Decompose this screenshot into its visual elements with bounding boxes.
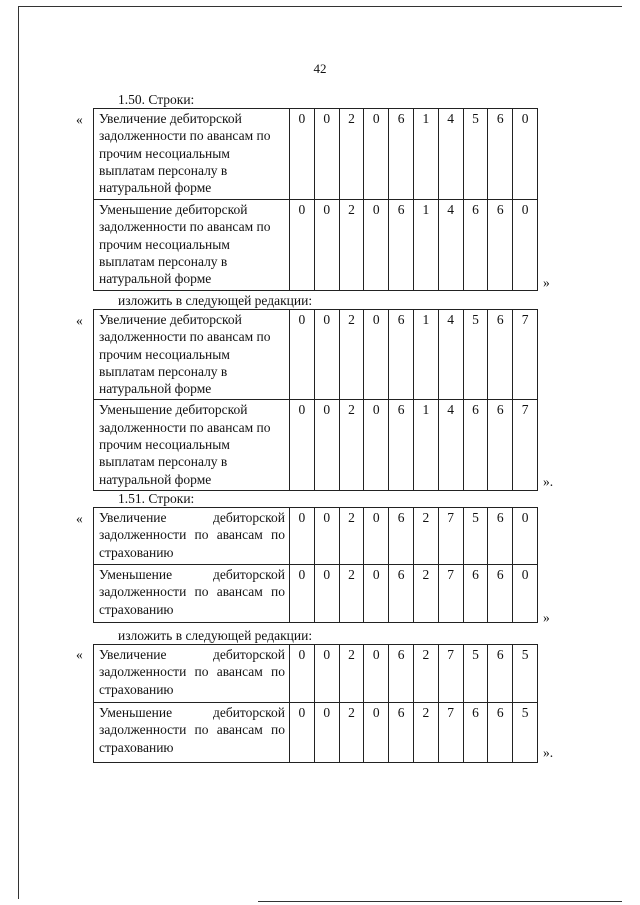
code-digit: 0 (513, 508, 538, 565)
row-description: Увеличение дебиторской задолженности по авансам по прочим несоциальным выплатам персоналу в натуральной форме (94, 109, 290, 200)
table-row (94, 109, 538, 200)
code-digit: 7 (438, 645, 463, 703)
section-caption: изложить в следующей редакции: (118, 628, 313, 643)
code-digit: 4 (438, 200, 463, 291)
scan-left-border (18, 6, 19, 899)
code-digit: 1 (413, 200, 438, 291)
row-description: Увеличение дебиторской задолженности по авансам по прочим несоциальным выплатам персоналу в натуральной форме (94, 310, 290, 400)
code-digit: 2 (413, 565, 438, 623)
code-digit: 6 (389, 508, 414, 565)
table-row (94, 565, 538, 623)
row-description: Уменьшение дебиторской задолженности по авансам по прочим несоциальным выплатам персоналу в натуральной форме (94, 200, 290, 291)
open-quote: « (76, 511, 83, 526)
code-digit: 6 (389, 565, 414, 623)
code-digit: 0 (364, 703, 389, 763)
code-digit: 1 (413, 109, 438, 200)
code-digit: 2 (339, 200, 364, 291)
code-table (93, 108, 538, 291)
open-quote: « (76, 647, 83, 662)
table-row (94, 310, 538, 400)
close-quote: ». (543, 745, 554, 760)
table-row (94, 508, 538, 565)
close-quote: » (543, 275, 550, 290)
code-digit: 0 (290, 645, 315, 703)
code-digit: 0 (290, 400, 315, 490)
code-digit: 5 (463, 109, 488, 200)
close-quote: ». (543, 474, 554, 489)
code-digit: 4 (438, 109, 463, 200)
code-digit: 0 (513, 565, 538, 623)
code-digit: 0 (314, 508, 339, 565)
code-digit: 6 (488, 400, 513, 490)
code-digit: 6 (389, 200, 414, 291)
code-digit: 1 (413, 400, 438, 490)
code-digit: 0 (513, 200, 538, 291)
code-digit: 2 (339, 508, 364, 565)
code-digit: 2 (339, 310, 364, 400)
code-digit: 0 (314, 565, 339, 623)
code-digit: 7 (513, 400, 538, 490)
code-digit: 6 (463, 200, 488, 291)
code-digit: 6 (488, 565, 513, 623)
code-digit: 6 (389, 109, 414, 200)
code-digit: 2 (339, 400, 364, 490)
open-quote: « (76, 112, 83, 127)
code-digit: 0 (364, 645, 389, 703)
code-digit: 0 (513, 109, 538, 200)
code-digit: 7 (438, 565, 463, 623)
row-description: Уменьшение дебиторской задолженности по авансам по прочим несоциальным выплатам персоналу в натуральной форме (94, 400, 290, 490)
code-digit: 0 (364, 508, 389, 565)
code-digit: 0 (290, 508, 315, 565)
code-digit: 6 (463, 400, 488, 490)
code-digit: 5 (463, 508, 488, 565)
code-digit: 6 (389, 703, 414, 763)
table-row (94, 645, 538, 703)
code-digit: 2 (339, 703, 364, 763)
code-digit: 2 (413, 703, 438, 763)
code-digit: 6 (389, 645, 414, 703)
code-digit: 6 (488, 200, 513, 291)
code-digit: 6 (488, 109, 513, 200)
page-number: 42 (313, 61, 327, 76)
code-digit: 2 (339, 109, 364, 200)
code-digit: 5 (513, 703, 538, 763)
code-table (93, 644, 538, 763)
code-digit: 0 (364, 310, 389, 400)
code-digit: 2 (413, 508, 438, 565)
code-digit: 0 (290, 565, 315, 623)
close-quote: » (543, 610, 550, 625)
table-row (94, 200, 538, 291)
code-table (93, 309, 538, 491)
scan-bottom-border (258, 901, 622, 902)
code-digit: 2 (413, 645, 438, 703)
code-digit: 5 (463, 645, 488, 703)
table-row (94, 400, 538, 490)
code-digit: 4 (438, 310, 463, 400)
scan-top-border (18, 6, 622, 7)
code-digit: 0 (314, 645, 339, 703)
code-digit: 0 (314, 400, 339, 490)
open-quote: « (76, 313, 83, 328)
code-digit: 4 (438, 400, 463, 490)
code-digit: 5 (463, 310, 488, 400)
code-digit: 6 (488, 645, 513, 703)
row-description: Уменьшение дебиторской задолженности по авансам по страхованию (94, 565, 290, 623)
code-digit: 6 (488, 508, 513, 565)
code-digit: 6 (463, 703, 488, 763)
code-digit: 6 (463, 565, 488, 623)
row-description: Увеличение дебиторской задолженности по авансам по страхованию (94, 508, 290, 565)
code-digit: 6 (389, 400, 414, 490)
code-digit: 0 (290, 200, 315, 291)
code-digit: 6 (488, 703, 513, 763)
code-digit: 2 (339, 565, 364, 623)
code-digit: 0 (364, 400, 389, 490)
section-caption: 1.51. Строки: (118, 491, 195, 506)
code-digit: 7 (438, 508, 463, 565)
code-digit: 6 (389, 310, 414, 400)
code-digit: 7 (438, 703, 463, 763)
code-digit: 0 (314, 200, 339, 291)
code-digit: 7 (513, 310, 538, 400)
code-digit: 0 (314, 310, 339, 400)
row-description: Уменьшение дебиторской задолженности по авансам по страхованию (94, 703, 290, 763)
section-caption: изложить в следующей редакции: (118, 293, 313, 308)
code-digit: 5 (513, 645, 538, 703)
code-digit: 0 (364, 200, 389, 291)
code-digit: 0 (364, 565, 389, 623)
code-digit: 2 (339, 645, 364, 703)
table-row (94, 703, 538, 763)
code-digit: 6 (488, 310, 513, 400)
code-digit: 1 (413, 310, 438, 400)
code-table (93, 507, 538, 623)
code-digit: 0 (290, 109, 315, 200)
section-caption: 1.50. Строки: (118, 92, 195, 107)
row-description: Увеличение дебиторской задолженности по авансам по страхованию (94, 645, 290, 703)
code-digit: 0 (364, 109, 389, 200)
code-digit: 0 (290, 310, 315, 400)
code-digit: 0 (314, 703, 339, 763)
code-digit: 0 (314, 109, 339, 200)
code-digit: 0 (290, 703, 315, 763)
